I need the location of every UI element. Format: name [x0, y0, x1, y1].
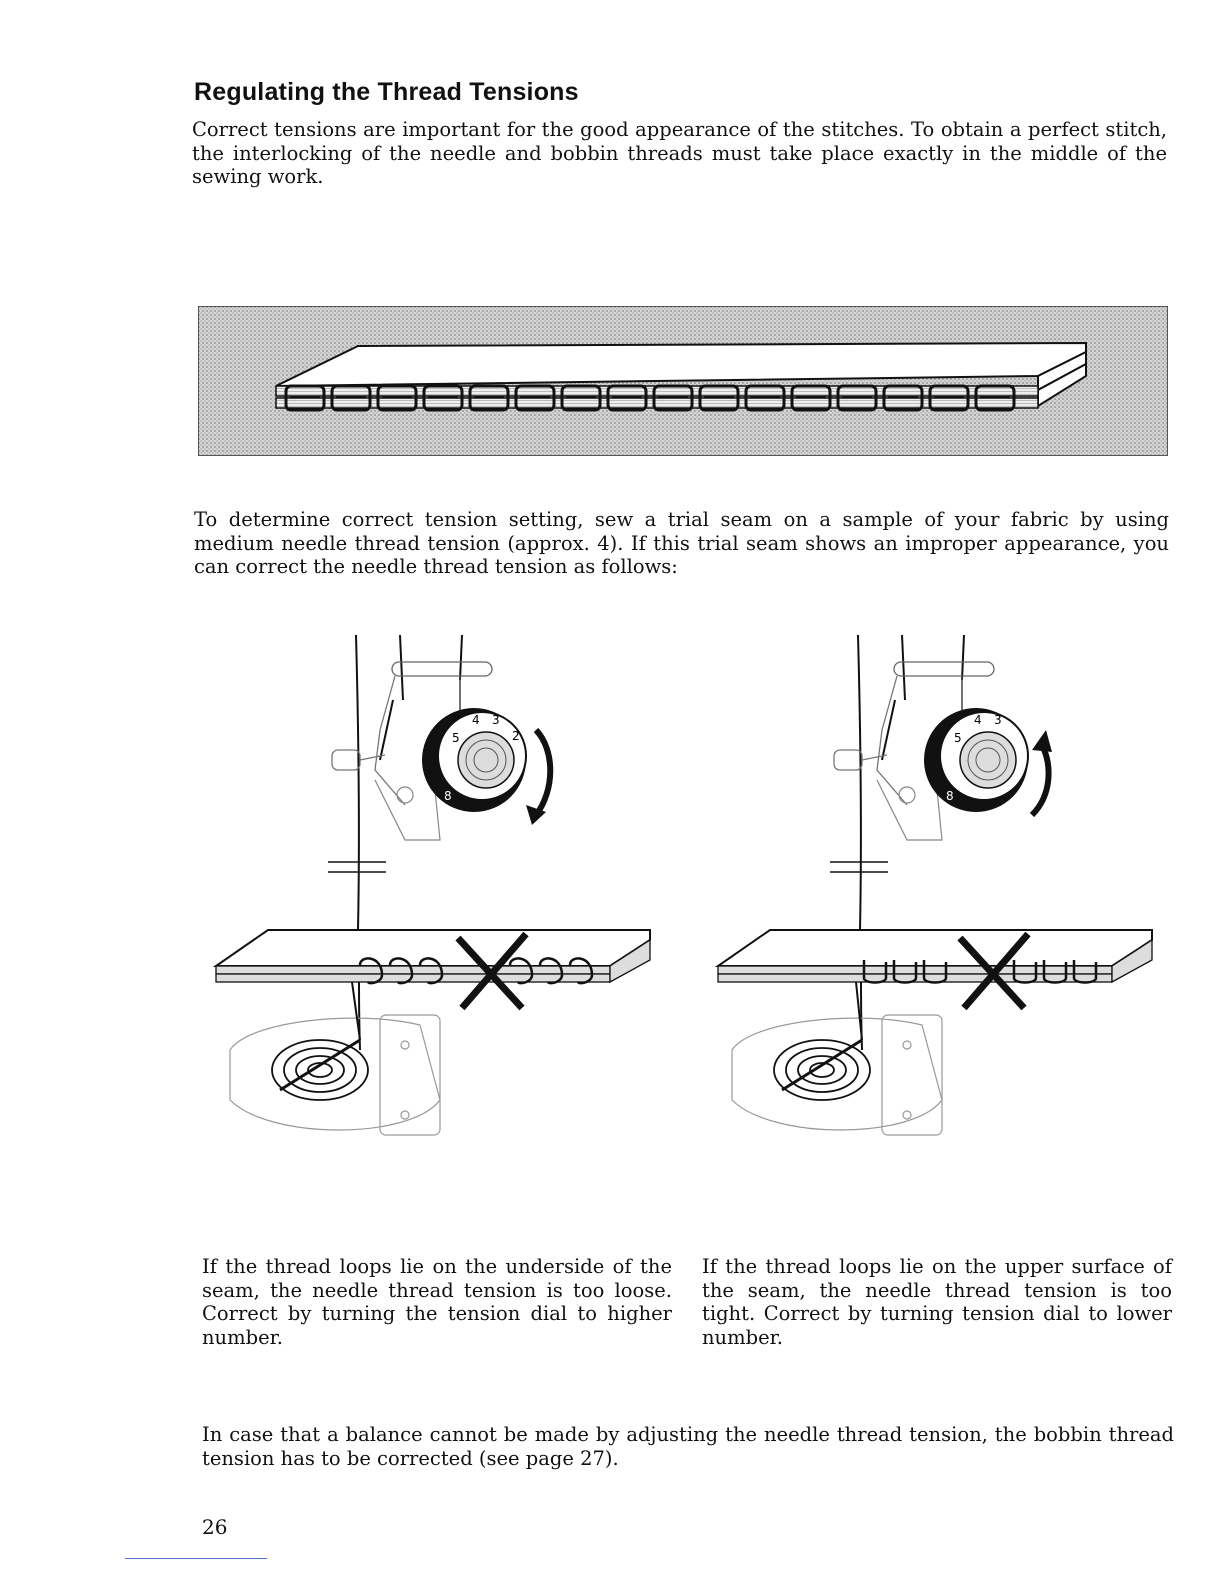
- page-title: Regulating the Thread Tensions: [194, 78, 579, 106]
- tension-dial-loose: [422, 708, 526, 812]
- svg-text:4: 4: [472, 713, 480, 727]
- right-caption: If the thread loops lie on the upper surface of the seam, the needle thread tension is too tight. Correct by turning tension dial to lower number.: [702, 1255, 1172, 1349]
- balanced-seam-illustration: [198, 306, 1168, 456]
- svg-text:5: 5: [452, 731, 460, 745]
- page-number: 26: [202, 1515, 228, 1539]
- svg-text:8: 8: [946, 789, 954, 803]
- trial-paragraph: To determine correct tension setting, sew a trial seam on a sample of your fabric by using medium needle thread tension (approx. 4). If this trial seam shows an improper appearance, you can correct the needle thread tension as follows:: [194, 508, 1169, 578]
- left-caption: If the thread loops lie on the underside of the seam, the needle thread tension is too loose. Correct by turning the tension dial to higher number.: [202, 1255, 672, 1349]
- svg-text:5: 5: [954, 731, 962, 745]
- svg-text:2: 2: [512, 729, 520, 743]
- bobbin-note: In case that a balance cannot be made by adjusting the needle thread tension, the bobbin thread tension has to be corrected (see page 27).: [202, 1423, 1174, 1470]
- tension-too-loose-illustration: [210, 630, 680, 1150]
- svg-text:8: 8: [444, 789, 452, 803]
- tension-too-tight-illustration: [712, 630, 1182, 1150]
- tension-dial-tight: [924, 708, 1028, 812]
- svg-text:3: 3: [994, 713, 1002, 727]
- footer-line: [125, 1558, 267, 1559]
- svg-text:4: 4: [974, 713, 982, 727]
- intro-paragraph: Correct tensions are important for the good appearance of the stitches. To obtain a perfect stitch, the interlocking of the needle and bobbin threads must take place exactly in the middle of the sewing work.: [192, 118, 1167, 188]
- svg-text:3: 3: [492, 713, 500, 727]
